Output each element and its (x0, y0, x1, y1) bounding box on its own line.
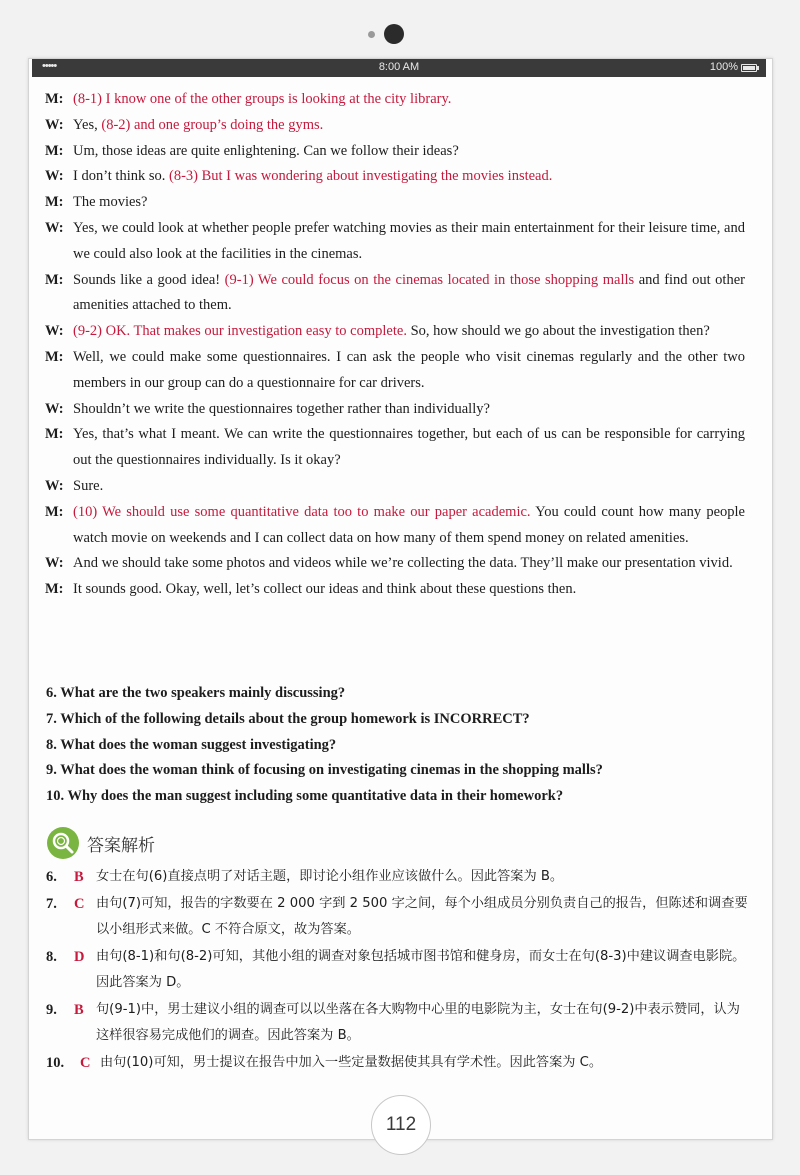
line-text (73, 268, 745, 320)
dialogue-line (45, 422, 745, 474)
speaker-label: W: (45, 116, 64, 133)
dialogue-line (45, 577, 745, 603)
highlighted-text: (9-1) We could focus on the cinemas located in those shopping malls (224, 271, 635, 288)
plain-text: So, how should we go about the investigation then? (406, 323, 710, 340)
plain-text: Shouldn’t we write the questionnaires together rather than individually? (73, 400, 490, 417)
speaker-label: M: (45, 581, 64, 598)
line-text (73, 397, 745, 423)
speaker-label: W: (45, 400, 64, 417)
dialogue-line (45, 216, 745, 268)
answer-option: C (80, 1054, 91, 1071)
dialogue-line (45, 164, 745, 190)
speaker-label: M: (45, 142, 64, 159)
answer-section-title: 答案解析 (87, 835, 155, 856)
answer-option: D (74, 948, 85, 965)
highlighted-text: (8-2) and one group’s doing the gyms. (101, 116, 324, 133)
answer-item (46, 891, 748, 944)
dialogue-line (45, 113, 745, 139)
answer-explanation: 女士在句(6)直接点明了对话主题，即讨论小组作业应该做什么。因此答案为 B。 (96, 869, 564, 884)
dialogue-line (45, 397, 745, 423)
dialogue-line (45, 139, 745, 165)
line-text (73, 216, 745, 268)
line-text (73, 577, 745, 603)
question: 10. Why does the man suggest including some quantitative data in their homework? (46, 788, 564, 805)
line-text (73, 500, 745, 552)
signal-icon: ••••• (42, 60, 57, 72)
plain-text: It sounds good. Okay, well, let’s collect our ideas and think about these questions then. (73, 581, 577, 598)
speaker-label: M: (45, 348, 64, 365)
line-text (73, 319, 745, 345)
answer-explanation: 由句(7)可知，报告的字数要在 2 000 字到 2 500 字之间，每个小组成员分别负责自己的报告，但陈述和调查要以小组形式来做。C 不符合原文，故为答案。 (96, 895, 748, 937)
question-list (46, 681, 746, 810)
plain-text: Yes, we could look at whether people prefer watching movies as their main entertainment for their leisure time, and we could also look at the facilities in the cinemas. (73, 219, 745, 262)
plain-text: and find out other amenities attached to them. (73, 271, 745, 314)
front-camera (384, 24, 404, 44)
dialogue-line (45, 474, 745, 500)
line-text (73, 113, 745, 139)
battery-icon (741, 64, 757, 72)
answer-item (46, 1050, 748, 1077)
answer-number: 7. (46, 895, 57, 912)
answer-number: 9. (46, 1001, 57, 1018)
line-text (73, 345, 745, 397)
battery-level: 100% (709, 61, 738, 73)
speaker-label: M: (45, 271, 64, 288)
dialogue-line (45, 345, 745, 397)
highlighted-text: (8-1) I know one of the other groups is looking at the city library. (73, 91, 452, 107)
answer-option: C (74, 895, 85, 912)
magnifier-icon (47, 827, 79, 859)
dialogue-line (45, 500, 745, 552)
speaker-label: W: (45, 219, 64, 236)
answer-option: B (74, 1001, 84, 1018)
highlighted-text: (9-2) OK. That makes our investigation easy to complete. (73, 323, 407, 340)
answer-number: 8. (46, 948, 57, 965)
line-text (73, 139, 745, 165)
line-text (73, 190, 745, 216)
question: 9. What does the woman think of focusing on investigating cinemas in the shopping malls? (46, 762, 603, 779)
plain-text: Yes, (73, 116, 102, 133)
plain-text: You could count how many people watch movie on weekends and I can collect data on how many of them spend money on related amenities. (73, 503, 745, 546)
plain-text: Sure. (73, 477, 104, 494)
answer-explanation: 由句(10)可知，男士提议在报告中加入一些定量数据使其具有学术性。因此答案为 C。 (100, 1054, 603, 1070)
answer-number: 6. (46, 869, 57, 885)
line-text (73, 474, 745, 500)
answer-number: 10. (46, 1054, 65, 1071)
dialogue-transcript (45, 87, 745, 603)
speaker-label: W: (45, 323, 64, 340)
answer-item (46, 997, 748, 1050)
speaker-label: M: (45, 426, 64, 443)
answer-list (46, 864, 748, 1076)
answer-section-header (47, 826, 155, 860)
dialogue-line (45, 268, 745, 320)
plain-text: Well, we could make some questionnaires. I can ask the people who visit cinemas regularly and the other two members in our group can do a questionnaire for car drivers. (73, 348, 745, 391)
answer-item (46, 864, 748, 891)
status-time: 8:00 AM (378, 61, 420, 73)
speaker-label: W: (45, 168, 64, 185)
highlighted-text: (10) We should use some quantitative data too to make our paper academic. (73, 503, 531, 520)
highlighted-text: (8-3) But I was wondering about investigating the movies instead. (169, 168, 553, 185)
dialogue-line (45, 87, 745, 113)
line-text (73, 87, 745, 113)
plain-text: The movies? (73, 194, 148, 211)
plain-text: Sounds like a good idea! (73, 271, 225, 288)
dialogue-line (45, 551, 745, 577)
status-bar (32, 59, 766, 77)
line-text (73, 551, 745, 577)
front-sensor (368, 31, 375, 38)
question: 8. What does the woman suggest investigating? (46, 736, 337, 753)
answer-explanation: 由句(8-1)和句(8-2)可知，其他小组的调查对象包括城市图书馆和健身房，而女士在句(8-3)中建议调查电影院。因此答案为 D。 (96, 948, 746, 990)
question: 7. Which of the following details about the group homework is INCORRECT? (46, 710, 530, 727)
speaker-label: M: (45, 194, 64, 211)
plain-text: Um, those ideas are quite enlightening. Can we follow their ideas? (73, 142, 459, 159)
dialogue-line (45, 319, 745, 345)
speaker-label: W: (45, 477, 64, 494)
plain-text: And we should take some photos and videos while we’re collecting the data. They’ll make our presentation vivid. (73, 555, 733, 572)
speaker-label: M: (45, 91, 64, 107)
line-text (73, 422, 745, 474)
page-number: 112 (371, 1095, 431, 1155)
answer-explanation: 句(9-1)中，男士建议小组的调查可以以坐落在各大购物中心里的电影院为主，女士在句(9-2)中表示赞同，认为这样很容易完成他们的调查。因此答案为 B。 (96, 1001, 740, 1043)
answer-option: B (74, 869, 84, 885)
line-text (73, 164, 745, 190)
plain-text: Yes, that’s what I meant. We can write the questionnaires together, but each of us can be responsible for carrying out the questionnaires individually. Is it okay? (73, 426, 745, 469)
plain-text: I don’t think so. (73, 168, 169, 185)
speaker-label: W: (45, 555, 64, 572)
dialogue-line (45, 190, 745, 216)
question: 6. What are the two speakers mainly discussing? (46, 685, 346, 701)
speaker-label: M: (45, 503, 64, 520)
answer-item (46, 944, 748, 997)
